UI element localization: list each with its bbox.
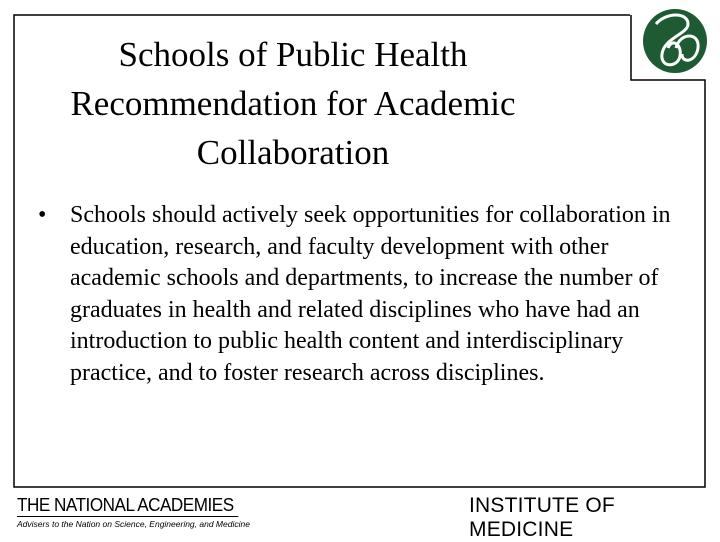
national-academies-title: THE NATIONAL ACADEMIES bbox=[17, 495, 238, 517]
national-academies-logo bbox=[17, 495, 250, 529]
iom-logo-icon bbox=[642, 8, 708, 74]
slide-title: Schools of Public Health Recommendation for Academic Collaboration bbox=[70, 35, 516, 172]
national-academies-tagline: Advisers to the Nation on Science, Engineering, and Medicine bbox=[17, 519, 250, 529]
bullet-text: Schools should actively seek opportunities for collaboration in education, research, and faculty development with other academic schools and departments, to increase the number of graduates in health and related disciplines who have had an introduction to public health content and interdisciplinary practice, and to foster research across disciplines. bbox=[70, 202, 671, 386]
institute-of-medicine-wordmark: INSTITUTE OF MEDICINE bbox=[469, 494, 615, 541]
bullet-marker: • bbox=[38, 202, 47, 228]
